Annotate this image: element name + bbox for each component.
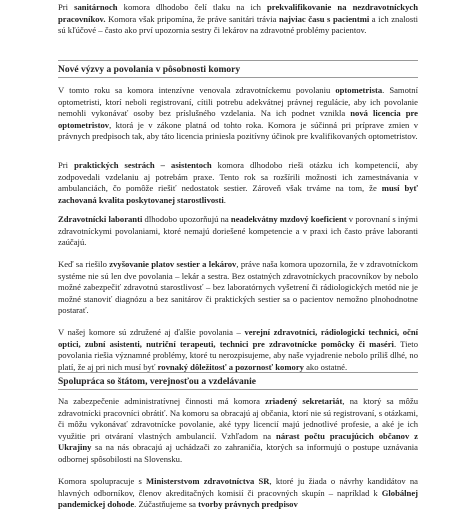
bold-text-run: zriadený sekretariát	[265, 396, 343, 406]
text-run: a ich znalosti sú kľúčové – často ako prví upozornia sestry či lekárov na zdravotné problémy pacientov.	[58, 13, 418, 35]
bold-text-run: Ministerstvom zdravotníctva SR	[146, 476, 270, 486]
bold-text-run: Zdravotnícki laboranti	[58, 214, 143, 224]
text-run: Komora spolupracuje s	[58, 476, 147, 486]
paragraph-platy	[58, 259, 418, 317]
text-run: komora dlhodobo čelí tlaku na ich	[117, 2, 268, 12]
text-run: v porovnaní s inými zdravotníckymi povolaniami, ktoré nemajú doriešené kompetencie a v praxi ich často práve laboranti zaúčajú.	[58, 214, 418, 247]
paragraph-sanitari	[58, 2, 418, 37]
bold-text-run: zvyšovanie platov sestier a lekárov	[109, 259, 237, 269]
paragraph-dalsie-povolania	[58, 327, 418, 373]
bold-text-run: sanitárnoch	[74, 2, 118, 12]
bold-text-run: Globálnej pandemickej dohode	[58, 487, 418, 509]
section-divider	[58, 372, 418, 373]
text-run: V našej komore sú združené aj ďalšie povolania –	[58, 327, 245, 337]
section-divider	[58, 77, 418, 78]
text-run: Pri	[58, 160, 75, 170]
text-run: sa na nás obracajú aj uchádzači zo zahraničia, ktorých sa informujú o postupe uznávania odbornej spôsobilosti na Slovensku.	[58, 442, 418, 464]
text-run: Keď sa riešilo	[58, 259, 110, 269]
section-heading-spolupraca: Spolupráca so štátom, verejnosťou a vzdelávanie	[58, 377, 256, 387]
section-divider	[58, 389, 418, 390]
paragraph-optometrista	[58, 85, 418, 143]
text-run: ako ostatné.	[303, 361, 348, 372]
bold-text-run: tvorby právnych predpisov	[198, 499, 298, 509]
paragraph-ministerstvo	[58, 476, 418, 511]
text-run: .	[223, 194, 226, 205]
bold-text-run: praktických sestrách – asistentoch	[74, 160, 212, 170]
paragraph-prakticke-sestry	[58, 160, 418, 206]
text-run: , práve naša komora upozornila, že v zdravotníckom systéme nie sú len dve povolania – lekár a sestra. Bez ostatných zdravotníckych pracovníkov by nebolo možné zabezpečiť zdravotnú starostlivosť – bez laboratórnych vyšetrení či rádiologických metód nie je možné stanoviť diagnózu a bez sanitárov či praktických sestier sa o pacientov nemožno plnohodnotne postarať.	[58, 259, 418, 315]
text-run: dlhodobo upozorňujú na	[142, 214, 231, 224]
bold-text-run: nárast počtu pracujúcich občanov z Ukrajiny	[58, 430, 418, 452]
section-divider	[58, 60, 418, 61]
text-run: , ktoré ju žiada o návrhy kandidátov na hlavných odborníkov, členov akreditačných komisií či pracovných skupín – napríklad k	[58, 476, 418, 498]
text-run: , na ktorý sa môžu zdravotnícki pracovníci obrátiť. Na komoru sa obracajú aj občania, ktorí nie sú registrovaní, s otázkami, či môžu vykonávať zdravotnícke povolanie, aké typy licencií majú jednotlivé profesie, a aké je ich využitie pri otváraní vlastných ambulancií. Vzhľadom na	[58, 396, 418, 441]
bold-text-run: najviac času s pacientmi	[278, 13, 370, 24]
text-run: Komora však pripomína, že práve sanitári trávia	[105, 13, 279, 24]
text-run: . Tieto povolania riešia významné problémy, ktoré tu nerozpisujeme, aby naše vyjadrenie nebolo príliš dlhé, no platí, že aj pri nich musí byť	[58, 338, 418, 372]
text-run: , ktorá je v zákone platná od tohto roka. Komora je súčinná pri príprave zmien v právnych predpisoch tak, aby táto licencia priniesla pozitívny účinok pre kvalifikovaných optometristov.	[58, 119, 418, 141]
text-run: Na zabezpečenie administratívnej činnosti má komora	[58, 396, 266, 406]
text-run: V tomto roku sa komora intenzívne venovala zdravotníckemu povolaniu	[58, 85, 336, 95]
section-heading-nove-vyzvy: Nové výzvy a povolania v pôsobnosti komory	[58, 65, 241, 75]
text-run: komora dlhodobo rieši otázku ich kompetencií, aby zodpovedali vzdelaniu aj potrebám praxe. Tento rok sa rozšírili možnosti ich zamestnávania v ambulanciách, čo pomôže riešiť nedostatok sestier. Zároveň však trváme na tom, že	[58, 160, 418, 193]
bold-text-run: verejní zdravotníci, rádiologickí technici, oční optici, zubní asistenti, nutriční terapeuti, technici pre zdravotnícke pomôcky či maséri	[58, 327, 418, 349]
text-run: . Zúčastňujeme sa	[134, 499, 199, 509]
bold-text-run: optometrista	[335, 85, 383, 95]
bold-text-run: nová licencia pre optometristov	[58, 108, 419, 130]
bold-text-run: prekvalifikovanie na nezdravotníckych pracovníkov.	[58, 2, 418, 24]
paragraph-laboranti	[58, 214, 418, 249]
bold-text-run: musí byť zachovaná kvalita poskytovanej starostlivosti	[58, 183, 419, 205]
paragraph-sekretariat	[58, 396, 418, 465]
text-run: . Samotní optometristi, ktorí neboli registrovaní, cítili potrebu adekvátnej právnej regulácie, aby ich povolanie nemohli vykonávať osoby bez príslušného vzdelania. Na ich podnet vznikla	[58, 85, 418, 118]
bold-text-run: rovnaký dôležitosť a pozornosť komory	[157, 361, 304, 372]
text-run: Pri	[58, 2, 75, 12]
bold-text-run: neadekvátny mzdový koeficient	[230, 214, 347, 224]
